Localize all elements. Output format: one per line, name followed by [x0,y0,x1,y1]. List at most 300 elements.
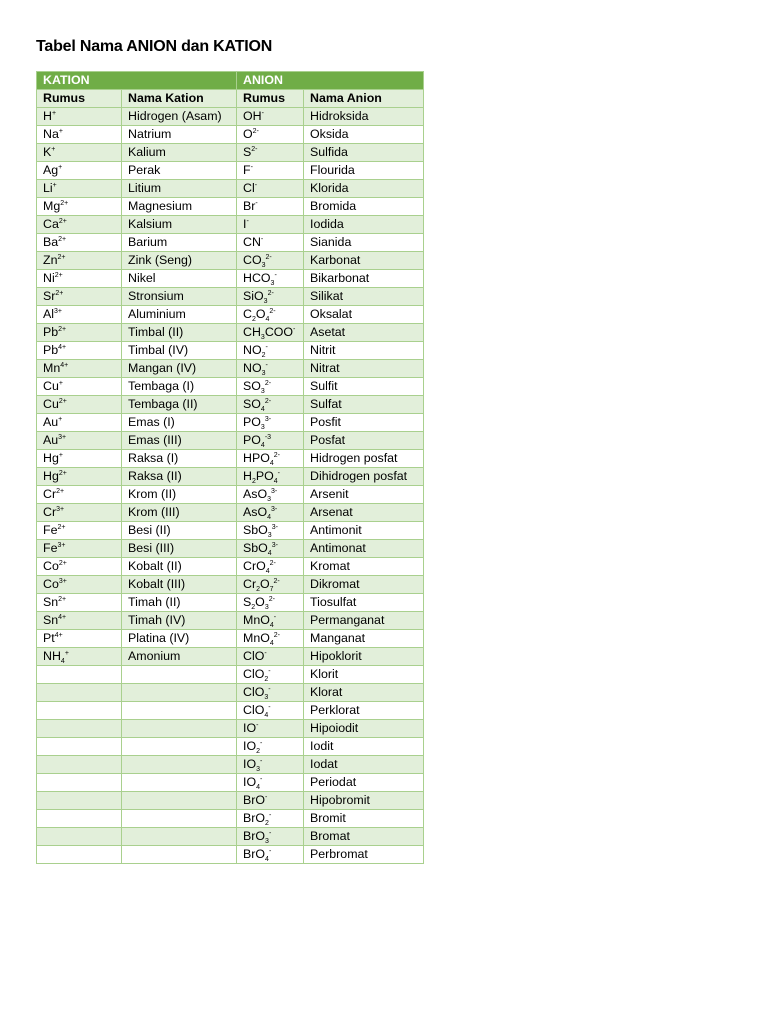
anion-name-cell: Tiosulfat [304,594,424,612]
ion-charge: 2- [264,380,272,387]
table-row [37,342,424,360]
atom-count: 4 [267,514,272,521]
ion-charge: 2+ [55,290,64,297]
anion-name-cell: Iodit [304,738,424,756]
ion-charge: 3- [271,542,278,549]
ion-charge: 2+ [58,596,67,603]
kation-formula-cell: $Mn^{4+}$ [37,360,122,378]
kation-formula-cell: H+ [37,108,122,126]
kation-name-cell [122,738,237,756]
kation-formula-cell: $Pb^{2+}$ [37,324,122,342]
ion-charge: - [268,704,271,711]
anion-formula-cell: ClO$_3$- [237,684,304,702]
anion-formula-cell: Cl- [237,180,304,198]
kation-formula-cell: $Au^{3+}$ [37,432,122,450]
atom-count: 3 [261,262,266,269]
ion-charge: 2+ [58,218,67,225]
anion-formula-cell: $CH_3COO^-$ [237,324,304,342]
anion-formula-cell: AsO$_3^{3-}$ [237,486,304,504]
atom-count: 3 [263,298,268,305]
table-row [37,324,424,342]
atom-count: 4 [269,622,274,629]
kation-formula-cell: Au+ [37,414,122,432]
anion-name-cell: Perbromat [304,846,424,864]
atom-count: 3 [265,838,269,845]
anion-name-cell: Bikarbonat [304,270,424,288]
kation-formula-cell [37,702,122,720]
ion-charge: + [58,164,63,171]
ion-charge: 2- [264,398,272,405]
ion-charge: + [52,182,57,189]
ion-charge: 4+ [60,362,69,369]
atom-count: 2 [251,316,256,323]
ion-charge: -3 [264,434,272,441]
kation-formula-cell: $Zn^{2+}$ [37,252,122,270]
anion-name-cell: Iodat [304,756,424,774]
anion-name-cell: Posfat [304,432,424,450]
atom-count: 3 [264,694,269,701]
anion-formula-cell: ClO- [237,648,304,666]
atom-count: 2 [256,586,260,593]
kation-name-cell: Litium [122,180,237,198]
anion-formula-cell: BrO- [237,792,304,810]
kation-name-cell: Raksa (I) [122,450,237,468]
ion-charge: - [260,776,263,783]
kation-name-cell: Besi (III) [122,540,237,558]
table-row [37,594,424,612]
ion-charge: 3- [264,416,272,423]
anion-formula-cell: SbO$_3^{3-}$ [237,522,304,540]
anion-formula-cell: $HCO_3^-$ [237,270,304,288]
kation-name-cell: Kalsium [122,216,237,234]
kation-name-cell [122,720,237,738]
ion-charge: 2+ [58,236,67,243]
anion-name-cell: Iodida [304,216,424,234]
table-row [37,126,424,144]
table-row [37,288,424,306]
table-row [37,558,424,576]
atom-count: 4 [60,658,65,665]
anion-name-cell: Silikat [304,288,424,306]
atom-count: 4 [267,550,272,557]
kation-formula-cell: Cu+ [37,378,122,396]
anion-name-cell: Antimonit [304,522,424,540]
kation-formula-cell: Li+ [37,180,122,198]
table-row [37,234,424,252]
table-row [37,792,424,810]
table-row [37,738,424,756]
ion-charge: 2- [252,128,259,135]
kation-name-cell: Raksa (II) [122,468,237,486]
ion-charge: - [260,758,263,765]
ion-charge: 3+ [56,506,65,513]
anion-formula-cell: $PO_4^{-3}$ [237,432,304,450]
anion-name-cell: Nitrit [304,342,424,360]
kation-formula-cell [37,792,122,810]
anion-formula-cell: IO- [237,720,304,738]
kation-formula-cell [37,828,122,846]
anion-formula-cell: $NO_3^-$ [237,360,304,378]
atom-count: 3 [260,424,265,431]
kation-formula-cell: $Co^{2+}$ [37,558,122,576]
table-row [37,432,424,450]
anion-formula-cell: ClO$_4$- [237,702,304,720]
table-row [37,198,424,216]
kation-name-cell: Zink (Seng) [122,252,237,270]
kation-name-cell [122,756,237,774]
kation-name-header: Nama Kation [122,90,237,108]
table-row [37,144,424,162]
anion-name-cell: Hipoiodit [304,720,424,738]
ion-charge: 3+ [58,578,67,585]
atom-count: 3 [267,532,272,539]
atom-count: 3 [256,766,260,773]
ion-charge: - [277,470,281,477]
ion-charge: + [58,452,63,459]
table-row [37,360,424,378]
ion-charge: 2+ [57,254,66,261]
ion-charge: - [268,848,272,855]
kation-name-cell [122,702,237,720]
kation-group-header: KATION [37,72,237,90]
ion-charge: - [268,668,271,675]
kation-formula-cell [37,846,122,864]
anion-name-cell: Hipobromit [304,792,424,810]
table-row [37,162,424,180]
anion-name-cell: Manganat [304,630,424,648]
anion-formula-cell: CrO$_4^{2-}$ [237,558,304,576]
ion-charge: - [260,740,263,747]
anion-name-cell: Asetat [304,324,424,342]
table-row [37,216,424,234]
kation-formula-cell: Hg+ [37,450,122,468]
anion-name-cell: Oksida [304,126,424,144]
ion-charge: - [265,794,268,801]
anion-name-cell: Posfit [304,414,424,432]
kation-formula-cell: $Sr^{2+}$ [37,288,122,306]
anion-formula-cell: $S^{2-}$ [237,144,304,162]
kation-name-cell: Timah (IV) [122,612,237,630]
atom-count: 3 [261,370,266,377]
anion-name-cell: Hidroksida [304,108,424,126]
table-row [37,702,424,720]
anion-name-cell: Oksalat [304,306,424,324]
anion-formula-cell: ClO$_2$- [237,666,304,684]
ion-charge: + [51,110,57,117]
anion-name-cell: Klorat [304,684,424,702]
page-title: Tabel Nama ANION dan KATION [36,38,273,55]
kation-name-cell: Amonium [122,648,237,666]
ion-charge: 3+ [54,308,63,315]
kation-name-cell: Magnesium [122,198,237,216]
ion-charge: - [265,344,268,351]
anion-name-cell: Sulfida [304,144,424,162]
anion-name-cell: Klorit [304,666,424,684]
kation-name-cell: Krom (II) [122,486,237,504]
anion-formula-cell: SiO$_3^{2-}$ [237,288,304,306]
kation-formula-cell [37,810,122,828]
table-row [37,486,424,504]
atom-count: 4 [260,442,265,449]
ion-charge: - [273,614,277,621]
anion-formula-cell: F- [237,162,304,180]
kation-name-cell: Emas (I) [122,414,237,432]
kation-formula-cell: $Mg^{2+}$ [37,198,122,216]
table-row [37,522,424,540]
kation-formula-cell [37,684,122,702]
kation-formula-cell: $Ba^{2+}$ [37,234,122,252]
kation-name-cell: Kobalt (II) [122,558,237,576]
anion-name-cell: Karbonat [304,252,424,270]
kation-formula-cell: $Ni^{2+}$ [37,270,122,288]
ion-charge: 2- [269,560,276,567]
anion-name-cell: Arsenit [304,486,424,504]
table-row [37,828,424,846]
kation-formula-cell [37,666,122,684]
anion-name-cell: Sulfat [304,396,424,414]
table-row [37,684,424,702]
anion-formula-cell: $C_2O_4^{2-}$ [237,306,304,324]
anion-group-header: ANION [237,72,424,90]
kation-formula-cell: $Co^{3+}$ [37,576,122,594]
kation-formula-cell: $Pt^{4+}$ [37,630,122,648]
anion-name-cell: Nitrat [304,360,424,378]
ion-charge: 3- [271,488,278,495]
anion-name-cell: Bromat [304,828,424,846]
anion-formula-cell: BrO$_4$- [237,846,304,864]
table-row [37,630,424,648]
ion-charge: + [58,416,63,423]
atom-count: 2 [256,748,260,755]
table-row [37,270,424,288]
anion-name-cell: Permanganat [304,612,424,630]
ion-charge: - [268,830,272,837]
ion-charge: - [246,218,249,225]
ion-charge: + [64,650,69,657]
anion-formula-cell: MnO$_4^{2-}$ [237,630,304,648]
anion-formula-cell: $H_2PO_4^-$ [237,468,304,486]
kation-formula-cell: $NH_4^+$ [37,648,122,666]
atom-count: 4 [256,784,260,791]
group-header-row [37,72,424,90]
kation-formula-cell: $Cu^{2+}$ [37,396,122,414]
atom-count: 4 [265,568,270,575]
table-row [37,504,424,522]
kation-name-cell: Natrium [122,126,237,144]
table-row [37,666,424,684]
atom-count: 2 [264,676,269,683]
anion-formula-cell: $HPO_4^{2-}$ [237,450,304,468]
ion-table [36,71,424,864]
table-row [37,396,424,414]
atom-count: 4 [269,640,274,647]
ion-charge: 2- [251,146,258,153]
kation-name-cell [122,792,237,810]
anion-formula-cell: OH- [237,108,304,126]
kation-name-cell: Nikel [122,270,237,288]
ion-charge: 4+ [54,632,63,639]
anion-formula-header: Rumus [237,90,304,108]
anion-formula-cell: CN- [237,234,304,252]
atom-count: 4 [269,460,274,467]
anion-formula-cell: BrO$_2$- [237,810,304,828]
anion-formula-cell: $NO_2^-$ [237,342,304,360]
kation-name-cell: Tembaga (II) [122,396,237,414]
ion-charge: - [264,650,267,657]
atom-count: 4 [265,856,269,863]
kation-name-cell: Platina (IV) [122,630,237,648]
kation-name-cell: Perak [122,162,237,180]
kation-formula-cell: $Fe^{3+}$ [37,540,122,558]
anion-formula-cell: SbO$_4^{3-}$ [237,540,304,558]
ion-charge: 2+ [58,470,67,477]
atom-count: 3 [260,388,265,395]
anion-formula-cell: $SO_4^{2-}$ [237,396,304,414]
atom-count: 3 [270,280,275,287]
table-row [37,648,424,666]
ion-charge: 2+ [58,560,67,567]
table-row [37,756,424,774]
table-row [37,846,424,864]
anion-name-cell: Sulfit [304,378,424,396]
ion-charge: 3+ [57,542,66,549]
ion-charge: 2+ [57,524,66,531]
anion-name-cell: Dihidrogen posfat [304,468,424,486]
kation-name-cell: Aluminium [122,306,237,324]
kation-name-cell: Emas (III) [122,432,237,450]
kation-formula-cell: $Hg^{2+}$ [37,468,122,486]
ion-charge: 4+ [58,344,67,351]
kation-name-cell: Hidrogen (Asam) [122,108,237,126]
anion-formula-cell: $IO_4^-$ [237,774,304,792]
anion-name-cell: Bromit [304,810,424,828]
ion-charge: 2+ [56,488,65,495]
anion-name-cell: Periodat [304,774,424,792]
ion-charge: - [255,200,258,207]
table-row [37,720,424,738]
ion-table-body [37,108,424,864]
table-row [37,576,424,594]
kation-formula-cell: $Cr^{2+}$ [37,486,122,504]
anion-name-cell: Hipoklorit [304,648,424,666]
ion-charge: 2+ [58,326,67,333]
anion-name-cell: Arsenat [304,504,424,522]
atom-count: 2 [251,478,256,485]
anion-formula-cell: AsO$_4^{3-}$ [237,504,304,522]
kation-name-cell: Mangan (IV) [122,360,237,378]
atom-count: 2 [251,604,256,611]
atom-count: 4 [264,712,269,719]
ion-charge: 2+ [58,398,67,405]
ion-charge: - [256,722,259,729]
table-row [37,468,424,486]
ion-charge: 2+ [54,272,63,279]
anion-formula-cell: $IO_3^-$ [237,756,304,774]
kation-name-cell [122,846,237,864]
ion-charge: 2- [273,452,280,459]
ion-charge: 2- [273,632,280,639]
kation-name-cell [122,684,237,702]
atom-count: 4 [265,316,270,323]
kation-name-cell: Krom (III) [122,504,237,522]
anion-formula-cell: Br- [237,198,304,216]
kation-formula-cell [37,756,122,774]
ion-charge: 3- [271,524,278,531]
ion-charge: 2- [267,290,274,297]
table-row [37,774,424,792]
kation-name-cell [122,666,237,684]
anion-name-cell: Klorida [304,180,424,198]
ion-charge: 2- [273,578,280,585]
kation-formula-cell [37,720,122,738]
table-row [37,612,424,630]
table-row [37,810,424,828]
kation-formula-cell: Na+ [37,126,122,144]
kation-name-cell: Besi (II) [122,522,237,540]
anion-formula-cell: MnO$_4$- [237,612,304,630]
kation-formula-cell: $Pb^{4+}$ [37,342,122,360]
anion-formula-cell: $PO_3^{3-}$ [237,414,304,432]
kation-formula-cell: Ag+ [37,162,122,180]
anion-name-cell: Sianida [304,234,424,252]
anion-formula-cell: $CO_3^{2-}$ [237,252,304,270]
kation-formula-cell [37,774,122,792]
kation-formula-cell [37,738,122,756]
anion-formula-cell: $O^{2-}$ [237,126,304,144]
kation-name-cell: Tembaga (I) [122,378,237,396]
ion-charge: - [268,812,272,819]
ion-charge: - [265,362,268,369]
anion-name-cell: Perklorat [304,702,424,720]
kation-name-cell: Timbal (IV) [122,342,237,360]
table-row [37,450,424,468]
kation-formula-cell: $Al^{3+}$ [37,306,122,324]
kation-name-cell [122,774,237,792]
ion-charge: - [274,272,277,279]
kation-name-cell: Timah (II) [122,594,237,612]
anion-name-header: Nama Anion [304,90,424,108]
table-row [37,108,424,126]
kation-name-cell [122,828,237,846]
ion-charge: - [260,236,264,243]
kation-name-cell: Barium [122,234,237,252]
ion-charge: 2- [269,308,276,315]
anion-formula-cell: $SO_3^{2-}$ [237,378,304,396]
atom-count: 4 [260,406,265,413]
kation-name-cell: Kalium [122,144,237,162]
ion-charge: + [51,146,56,153]
kation-formula-cell: $Sn^{2+}$ [37,594,122,612]
kation-formula-cell: $Ca^{2+}$ [37,216,122,234]
ion-charge: 3+ [58,434,67,441]
atom-count: 2 [265,820,269,827]
ion-charge: 3- [271,506,278,513]
kation-name-cell [122,810,237,828]
kation-formula-cell: K+ [37,144,122,162]
table-row [37,252,424,270]
kation-name-cell: Timbal (II) [122,324,237,342]
table-row [37,306,424,324]
ion-charge: - [261,110,264,117]
kation-formula-header: Rumus [37,90,122,108]
ion-charge: 4+ [58,614,67,621]
anion-name-cell: Antimonat [304,540,424,558]
table-row [37,180,424,198]
ion-charge: + [58,380,63,387]
table-row [37,378,424,396]
anion-name-cell: Kromat [304,558,424,576]
ion-charge: 2- [268,596,275,603]
